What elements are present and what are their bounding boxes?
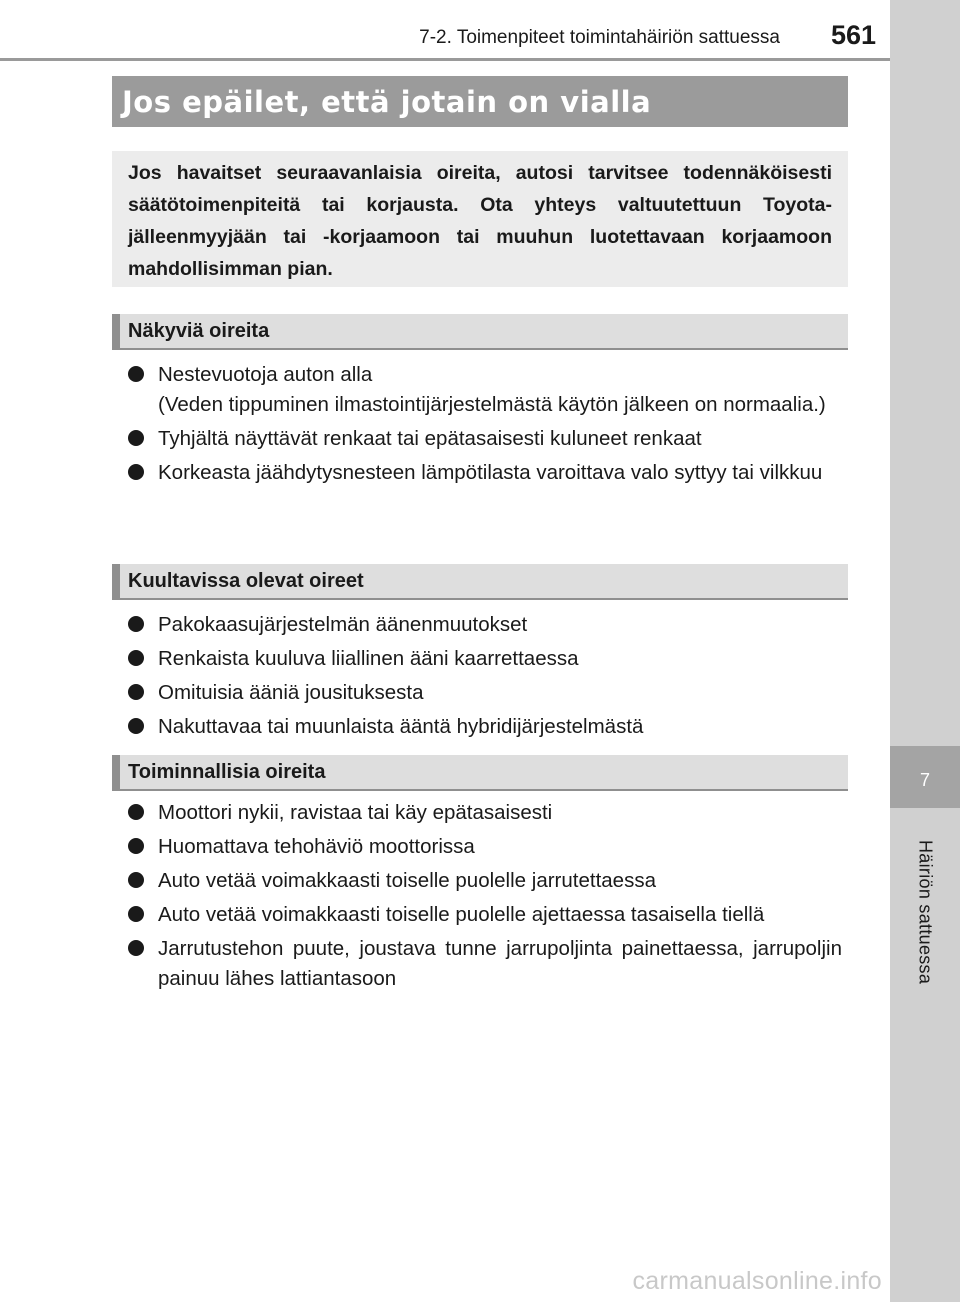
list-item-text: Auto vetää voimakkaasti toiselle puolelle ajettaessa tasaisella tiellä bbox=[158, 903, 765, 926]
section-heading-visible: Näkyviä oireita bbox=[112, 314, 848, 350]
bullet-icon bbox=[128, 616, 144, 632]
header-divider bbox=[0, 58, 890, 61]
list-item bbox=[128, 644, 842, 674]
bullet-icon bbox=[128, 464, 144, 480]
list-item bbox=[128, 866, 842, 896]
list-item-text: Tyhjältä näyttävät renkaat tai epätasaisesti kuluneet renkaat bbox=[158, 427, 702, 450]
bullet-icon bbox=[128, 838, 144, 854]
bullet-list-audible bbox=[128, 610, 842, 746]
list-item-text: Nestevuotoja auton alla bbox=[158, 363, 373, 386]
bullet-icon bbox=[128, 906, 144, 922]
bullet-icon bbox=[128, 684, 144, 700]
list-item bbox=[128, 798, 842, 828]
running-head: 7-2. Toimenpiteet toimintahäiriön sattuessa bbox=[419, 27, 780, 48]
bullet-list-functional bbox=[128, 798, 842, 998]
list-item bbox=[128, 900, 842, 930]
bullet-icon bbox=[128, 872, 144, 888]
list-item-text: Korkeasta jäähdytysnesteen lämpötilasta varoittava valo syttyy tai vilkkuu bbox=[158, 461, 823, 484]
section-heading-functional: Toiminnallisia oireita bbox=[112, 755, 848, 791]
chapter-title bbox=[890, 840, 960, 1000]
chapter-title-text: Häiriön sattuessa bbox=[915, 840, 936, 985]
list-item-text: Pakokaasujärjestelmän äänenmuutokset bbox=[158, 613, 528, 636]
list-item bbox=[128, 934, 842, 994]
bullet-icon bbox=[128, 940, 144, 956]
list-item-text: Renkaista kuuluva liiallinen ääni kaarrettaessa bbox=[158, 647, 579, 670]
list-item bbox=[128, 424, 842, 454]
list-item bbox=[128, 458, 842, 488]
list-item-text: Auto vetää voimakkaasti toiselle puolelle jarrutettaessa bbox=[158, 869, 656, 892]
list-item bbox=[128, 360, 842, 420]
bullet-icon bbox=[128, 718, 144, 734]
bullet-icon bbox=[128, 804, 144, 820]
intro-box: Jos havaitset seuraavanlaisia oireita, autosi tarvitsee todennäköisesti säätötoimenpiteitä tai korjausta. Ota yhteys valtuutettuun Toyota-jälleenmyyjään tai -korjaamoon tai muuhun luotettavaan korjaamoon mahdollisimman pian. bbox=[112, 151, 848, 287]
chapter-side-tab bbox=[890, 0, 960, 1302]
page-title: Jos epäilet, että jotain on vialla bbox=[112, 76, 848, 127]
list-item-text: Moottori nykii, ravistaa tai käy epätasaisesti bbox=[158, 801, 553, 824]
bullet-icon bbox=[128, 650, 144, 666]
list-item-text: Jarrutustehon puute, joustava tunne jarrupoljinta painettaessa, jarrupoljin painuu lähes lattiantasoon bbox=[158, 937, 842, 990]
list-item-text: Omituisia ääniä jousituksesta bbox=[158, 681, 424, 704]
page-number: 561 bbox=[830, 20, 876, 50]
list-item-note: (Veden tippuminen ilmastointijärjestelmästä käytön jälkeen on normaalia.) bbox=[158, 393, 826, 416]
bullet-icon bbox=[128, 366, 144, 382]
list-item bbox=[128, 832, 842, 862]
list-item-text: Nakuttavaa tai muunlaista ääntä hybridijärjestelmästä bbox=[158, 715, 644, 738]
bullet-list-visible bbox=[128, 360, 842, 492]
list-item bbox=[128, 610, 842, 640]
list-item bbox=[128, 678, 842, 708]
watermark: carmanualsonline.info bbox=[632, 1267, 882, 1295]
chapter-number: 7 bbox=[919, 770, 930, 790]
list-item bbox=[128, 712, 842, 742]
list-item-text: Huomattava tehohäviö moottorissa bbox=[158, 835, 475, 858]
section-heading-audible: Kuultavissa olevat oireet bbox=[112, 564, 848, 600]
bullet-icon bbox=[128, 430, 144, 446]
